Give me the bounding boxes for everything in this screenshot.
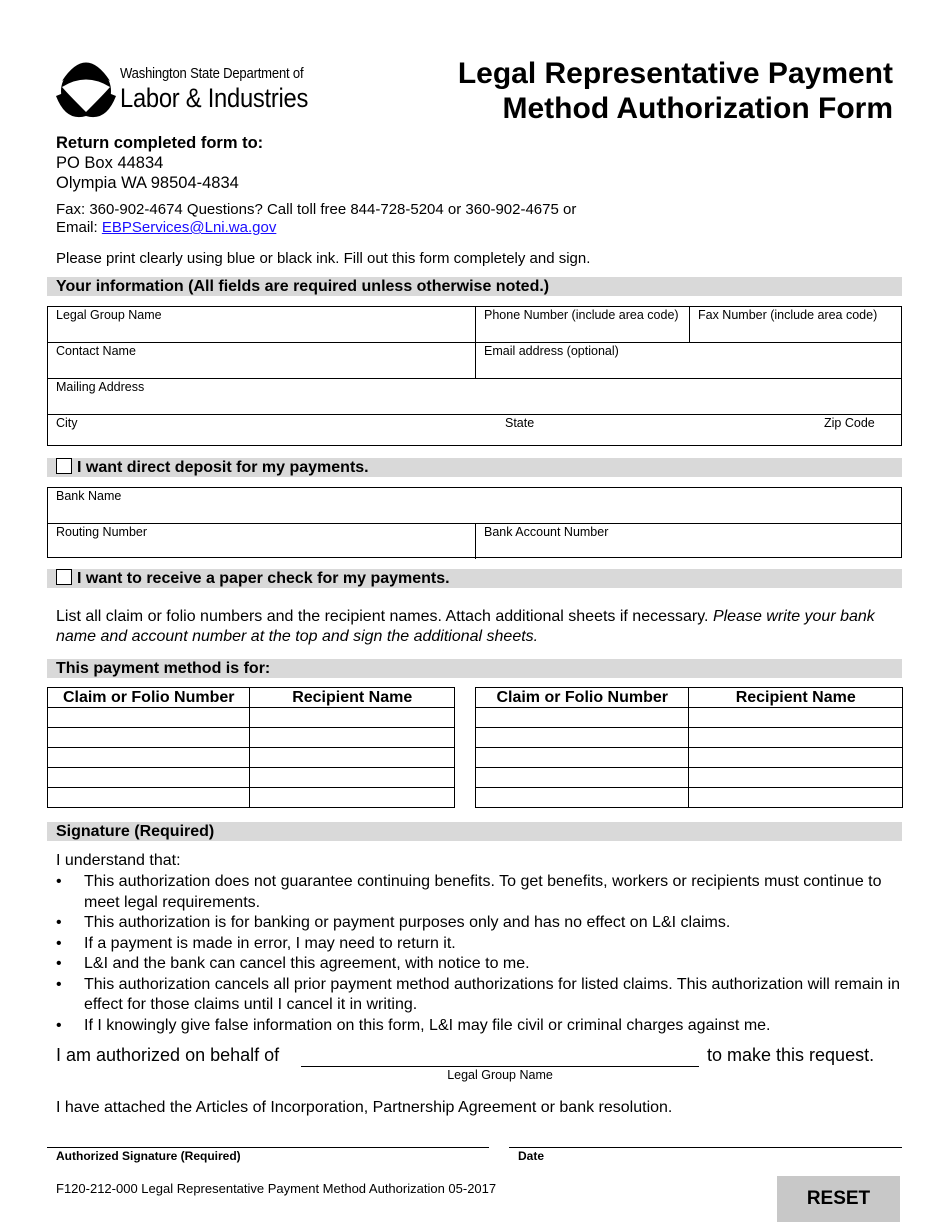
phone-field[interactable] [475,307,689,342]
direct-deposit-label: I want direct deposit for my payments. [77,459,369,476]
claim-number-cell[interactable] [48,748,250,768]
direct-deposit-heading [47,458,902,477]
legal-group-name-field[interactable] [48,307,475,342]
email-field[interactable] [475,343,901,378]
legal-group-name-signature-field[interactable] [301,1066,699,1067]
recipient-name-header: Recipient Name [250,688,455,708]
table-row [476,768,903,788]
claim-number-cell[interactable] [476,708,689,728]
table-row [476,788,903,808]
list-item: • L&I and the bank can cancel this agreement, with notice to me. [56,954,906,975]
recipient-name-header: Recipient Name [689,688,903,708]
form-title-line1: Legal Representative Payment [457,57,893,90]
account-number-field[interactable] [475,524,901,559]
state-label: State [505,416,535,430]
date-field[interactable] [509,1147,902,1148]
authorized-signature-field[interactable] [47,1147,489,1148]
claim-number-cell[interactable] [476,788,689,808]
table-row [476,708,903,728]
bank-name-label: Bank Name [56,489,122,503]
contact-info [56,201,576,237]
return-line2: Olympia WA 98504-4834 [56,174,239,192]
return-line1: PO Box 44834 [56,154,164,172]
attached-statement: I have attached the Articles of Incorporation, Partnership Agreement or bank resolution. [56,1099,673,1116]
direct-deposit-fields [47,487,902,558]
lni-logo-icon [56,56,116,118]
your-info-heading: Your information (All fields are required unless otherwise noted.) [47,277,902,296]
routing-number-field[interactable] [48,524,475,559]
contact-line1: Fax: 360-902-4674 Questions? Call toll free 844-728-5204 or 360-902-4675 or [56,201,577,218]
signature-heading: Signature (Required) [47,822,902,841]
email-link[interactable]: EBPServices@Lni.wa.gov [101,219,277,236]
form-id: F120-212-000 Legal Representative Payment Method Authorization 05-2017 [56,1181,497,1196]
recipient-name-cell[interactable] [250,708,455,728]
direct-deposit-checkbox[interactable] [56,458,72,474]
date-label: Date [518,1149,545,1163]
acknowledgement-list [56,872,906,1036]
understand-text: I understand that: [56,852,181,869]
payment-for-heading: This payment method is for: [47,659,902,678]
list-item: • This authorization does not guarantee continuing benefits. To get benefits, workers or recipients must continue to meet legal requirements. [56,872,906,913]
list-instruction-text: List all claim or folio numbers and the recipient names. Attach additional sheets if necessary. [56,608,713,625]
authorized-prefix: I am authorized on behalf of [56,1045,280,1065]
claim-number-cell[interactable] [48,768,250,788]
claim-number-cell[interactable] [476,768,689,788]
form-title-line2: Method Authorization Form [502,92,893,125]
city-label: City [56,416,78,430]
return-heading: Return completed form to: [56,134,264,152]
contact-name-label: Contact Name [56,344,136,358]
list-item: • If a payment is made in error, I may need to return it. [56,934,906,955]
claim-number-header: Claim or Folio Number [48,688,250,708]
claim-number-cell[interactable] [48,728,250,748]
reset-button[interactable]: RESET [777,1176,900,1222]
zip-field[interactable] [808,415,901,450]
agency-name-line1: Washington State Department of [120,66,304,82]
account-number-label: Bank Account Number [484,525,609,539]
recipient-name-cell[interactable] [689,708,903,728]
recipient-name-cell[interactable] [250,728,455,748]
claim-number-cell[interactable] [476,748,689,768]
email-prefix: Email: [56,219,102,236]
table-row [48,728,455,748]
return-address [56,133,263,193]
paper-check-heading [47,569,902,588]
paper-check-label: I want to receive a paper check for my payments. [77,570,450,587]
recipient-name-cell[interactable] [250,788,455,808]
phone-label: Phone Number (include area code) [484,308,679,322]
fax-label: Fax Number (include area code) [698,308,878,322]
table-row [476,728,903,748]
email-label: Email address (optional) [484,344,619,358]
claims-table-right [475,687,903,808]
mailing-address-label: Mailing Address [56,380,145,394]
print-instructions: Please print clearly using blue or black ink. Fill out this form completely and sign. [56,250,591,267]
table-row [48,768,455,788]
authorized-signature-label: Authorized Signature (Required) [56,1149,241,1163]
contact-name-field[interactable] [48,343,475,378]
claim-number-cell[interactable] [476,728,689,748]
list-instruction [56,607,906,647]
agency-logo [56,56,336,118]
authorized-suffix: to make this request. [707,1045,875,1065]
claim-number-cell[interactable] [48,788,250,808]
recipient-name-cell[interactable] [250,748,455,768]
recipient-name-cell[interactable] [689,748,903,768]
paper-check-checkbox[interactable] [56,569,72,585]
state-field[interactable] [498,415,808,450]
legal-group-name-caption: Legal Group Name [447,1068,553,1082]
table-row [48,788,455,808]
claim-number-header: Claim or Folio Number [476,688,689,708]
routing-number-label: Routing Number [56,525,148,539]
table-row [48,748,455,768]
recipient-name-cell[interactable] [250,768,455,788]
recipient-name-cell[interactable] [689,728,903,748]
list-item: • This authorization is for banking or payment purposes only and has no effect on L&I claims. [56,913,906,934]
zip-label: Zip Code [824,416,875,430]
fax-field[interactable] [689,307,901,342]
claim-number-cell[interactable] [48,708,250,728]
list-item: • This authorization cancels all prior payment method authorizations for listed claims. This authorization will remain in effect for those claims until I cancel it in writing. [56,975,906,1016]
list-instruction-italic: Please write your bank name and account number at the top and sign the additional sheets. [56,608,875,645]
mailing-address-field[interactable] [48,379,901,414]
city-field[interactable] [48,415,498,450]
recipient-name-cell[interactable] [689,768,903,788]
table-row [48,708,455,728]
table-row [476,748,903,768]
list-item: • If I knowingly give false information on this form, L&I may file civil or criminal charges against me. [56,1016,906,1037]
agency-name-line2: Labor & Industries [120,83,309,113]
recipient-name-cell[interactable] [689,788,903,808]
legal-group-name-label: Legal Group Name [56,308,162,322]
your-info-fields [47,306,902,446]
claims-table-left [47,687,455,808]
bank-name-field[interactable] [48,488,901,523]
form-title [393,56,893,126]
